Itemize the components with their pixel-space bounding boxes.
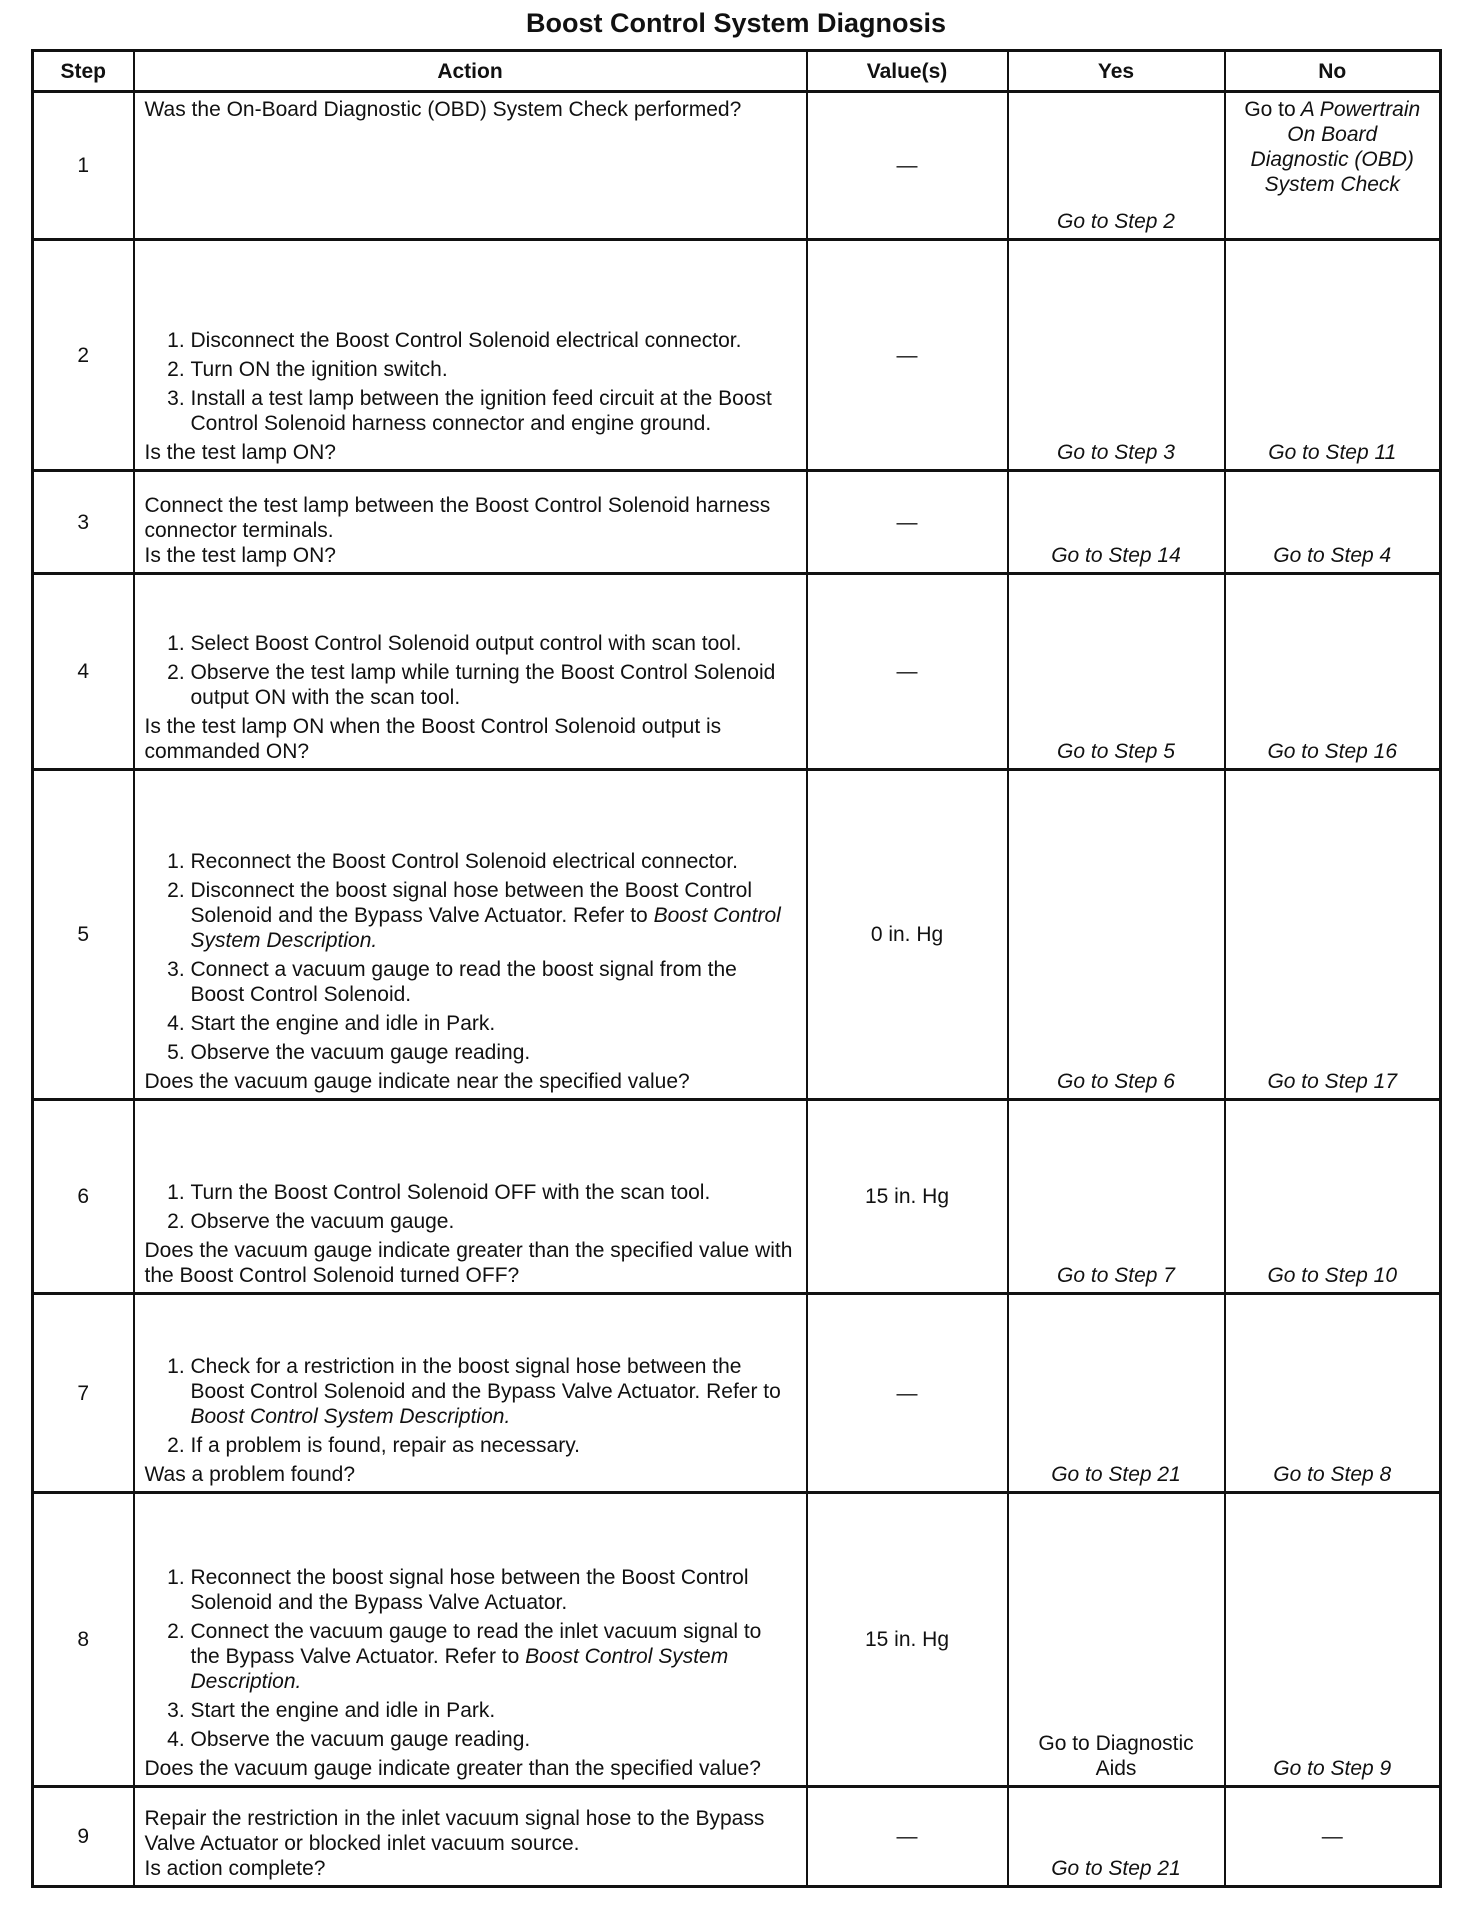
- action-step-text: Connect the vacuum gauge to read the inlet vacuum signal to the Bypass Valve Actuator. Refer to: [190, 1620, 762, 1668]
- table-row: [33, 1100, 1441, 1294]
- no-target: Go to Step 10: [1267, 1264, 1398, 1287]
- no-target: Go to Step 11: [1268, 441, 1397, 464]
- value-cell: 0 in. Hg: [807, 770, 1008, 1100]
- action-question: Is action complete?: [144, 1857, 326, 1880]
- action-steps: [145, 1180, 796, 1234]
- action-steps: [145, 1354, 796, 1458]
- no-cell: [1225, 1787, 1441, 1887]
- action-step: [191, 1433, 796, 1458]
- action-step: [191, 1565, 796, 1615]
- no-cell: [1225, 770, 1441, 1100]
- header-step: Step: [33, 51, 134, 92]
- action-question: Was a problem found?: [144, 1463, 356, 1486]
- action-step: [191, 1011, 796, 1036]
- step-number: 8: [33, 1493, 134, 1787]
- action-cell: [134, 92, 807, 240]
- action-step: [191, 1727, 796, 1752]
- no-target: Go to Step 8: [1273, 1463, 1392, 1486]
- action-step: [191, 1698, 796, 1723]
- header-values: Value(s): [807, 51, 1008, 92]
- yes-cell: Go to Step 6: [1008, 770, 1225, 1100]
- action-step: [191, 660, 796, 710]
- table-row: [33, 1493, 1441, 1787]
- action-step: [191, 1209, 796, 1234]
- action-question: Is the test lamp ON?: [144, 441, 336, 464]
- no-cell: [1225, 1100, 1441, 1294]
- yes-cell: Go to Step 21: [1008, 1294, 1225, 1493]
- no-target: Go to Step 9: [1273, 1757, 1392, 1780]
- value-cell: —: [807, 240, 1008, 471]
- table-row: [33, 1787, 1441, 1887]
- step-number: 3: [33, 471, 134, 574]
- reference-link: Boost Control System Description.: [190, 1645, 729, 1693]
- action-question: Does the vacuum gauge indicate greater than the specified value?: [144, 1757, 761, 1780]
- value-cell: —: [807, 574, 1008, 770]
- action-step: [191, 1040, 796, 1065]
- action-steps: [145, 849, 796, 1065]
- action-step-text: Observe the test lamp while turning the Boost Control Solenoid output ON with the scan tool.: [190, 661, 776, 709]
- value-cell: 15 in. Hg: [807, 1493, 1008, 1787]
- action-step: [191, 386, 796, 436]
- action-step-text: Reconnect the boost signal hose between the Boost Control Solenoid and the Bypass Valve Actuator.: [190, 1566, 749, 1614]
- header-action: Action: [134, 51, 807, 92]
- action-question: Is the test lamp ON when the Boost Control Solenoid output is commanded ON?: [144, 715, 722, 763]
- yes-cell: Go to Step 3: [1008, 240, 1225, 471]
- step-number: 2: [33, 240, 134, 471]
- table-row: [33, 1294, 1441, 1493]
- action-step-text: Start the engine and idle in Park.: [190, 1012, 496, 1035]
- table-row: [33, 770, 1441, 1100]
- yes-cell: Go to Step 5: [1008, 574, 1225, 770]
- action-text: Was the On-Board Diagnostic (OBD) System Check performed?: [144, 98, 742, 121]
- yes-cell: Go to Step 7: [1008, 1100, 1225, 1294]
- value-cell: —: [807, 1294, 1008, 1493]
- no-cell: [1225, 240, 1441, 471]
- no-target: A Powertrain On Board Diagnostic (OBD) System Check: [1250, 98, 1421, 196]
- diagnosis-table: [31, 49, 1442, 1888]
- reference-link: Boost Control System Description.: [190, 904, 781, 952]
- action-step-text: Observe the vacuum gauge.: [190, 1210, 455, 1233]
- step-number: 1: [33, 92, 134, 240]
- table-row: [33, 471, 1441, 574]
- action-step: [191, 1180, 796, 1205]
- header-row: [33, 51, 1441, 92]
- yes-cell: Go to Step 2: [1008, 92, 1225, 240]
- action-text: Connect the test lamp between the Boost Control Solenoid harness connector terminals.: [144, 494, 771, 542]
- action-step-text: Install a test lamp between the ignition feed circuit at the Boost Control Solenoid harness connector and engine ground.: [190, 387, 772, 435]
- action-step-text: Reconnect the Boost Control Solenoid electrical connector.: [190, 850, 738, 873]
- step-number: 5: [33, 770, 134, 1100]
- action-cell: [134, 240, 807, 471]
- no-target: —: [1321, 1825, 1343, 1848]
- header-yes: Yes: [1008, 51, 1225, 92]
- action-step: [191, 357, 796, 382]
- table-row: [33, 574, 1441, 770]
- step-number: 9: [33, 1787, 134, 1887]
- action-cell: [134, 770, 807, 1100]
- no-target: Go to Step 17: [1267, 1070, 1398, 1093]
- action-steps: [145, 1565, 796, 1752]
- action-steps: [145, 328, 796, 436]
- action-step-text: Start the engine and idle in Park.: [190, 1699, 496, 1722]
- no-target: Go to Step 4: [1273, 544, 1392, 567]
- action-cell: [134, 1787, 807, 1887]
- no-prefix: Go to: [1244, 98, 1296, 121]
- value-cell: —: [807, 471, 1008, 574]
- action-step-text: Turn ON the ignition switch.: [190, 358, 448, 381]
- no-cell: [1225, 92, 1441, 240]
- action-question: Is the test lamp ON?: [144, 544, 336, 567]
- header-no: No: [1225, 51, 1441, 92]
- step-number: 7: [33, 1294, 134, 1493]
- no-cell: [1225, 1493, 1441, 1787]
- action-step: [191, 878, 796, 953]
- action-step: [191, 957, 796, 1007]
- action-step-text: Disconnect the Boost Control Solenoid electrical connector.: [190, 329, 742, 352]
- table-row: [33, 240, 1441, 471]
- action-step-text: Observe the vacuum gauge reading.: [190, 1728, 531, 1751]
- action-cell: [134, 1493, 807, 1787]
- action-step: [191, 1619, 796, 1694]
- value-cell: —: [807, 1787, 1008, 1887]
- action-step: [191, 328, 796, 353]
- action-cell: [134, 1100, 807, 1294]
- reference-link: Boost Control System Description.: [190, 1405, 511, 1428]
- no-target: Go to Step 16: [1267, 740, 1398, 763]
- action-step: [191, 631, 796, 656]
- yes-cell: Go to Step 21: [1008, 1787, 1225, 1887]
- action-step-text: Disconnect the boost signal hose between the Boost Control Solenoid and the Bypass Valve Actuator. Refer to: [190, 879, 753, 927]
- action-step-text: Select Boost Control Solenoid output control with scan tool.: [190, 632, 742, 655]
- action-step: [191, 849, 796, 874]
- action-step-text: If a problem is found, repair as necessary.: [190, 1434, 580, 1457]
- value-cell: —: [807, 92, 1008, 240]
- action-step-text: Turn the Boost Control Solenoid OFF with the scan tool.: [190, 1181, 711, 1204]
- step-number: 4: [33, 574, 134, 770]
- yes-cell: Go to Diagnostic Aids: [1008, 1493, 1225, 1787]
- action-step-text: Connect a vacuum gauge to read the boost signal from the Boost Control Solenoid.: [190, 958, 737, 1006]
- action-cell: [134, 574, 807, 770]
- no-cell: [1225, 574, 1441, 770]
- no-cell: [1225, 471, 1441, 574]
- action-steps: [145, 631, 796, 710]
- page-title: Boost Control System Diagnosis: [525, 8, 947, 38]
- step-number: 6: [33, 1100, 134, 1294]
- action-step: [191, 1354, 796, 1429]
- action-cell: [134, 1294, 807, 1493]
- action-step-text: Observe the vacuum gauge reading.: [190, 1041, 531, 1064]
- yes-cell: Go to Step 14: [1008, 471, 1225, 574]
- action-question: Does the vacuum gauge indicate near the specified value?: [144, 1070, 690, 1093]
- action-text: Repair the restriction in the inlet vacuum signal hose to the Bypass Valve Actuator or blocked inlet vacuum source.: [144, 1807, 765, 1855]
- action-question: Does the vacuum gauge indicate greater than the specified value with the Boost Control Solenoid turned OFF?: [144, 1239, 793, 1287]
- no-cell: [1225, 1294, 1441, 1493]
- table-row: [33, 92, 1441, 240]
- value-cell: 15 in. Hg: [807, 1100, 1008, 1294]
- action-step-text: Check for a restriction in the boost signal hose between the Boost Control Solenoid and the Bypass Valve Actuator. Refer to: [190, 1355, 781, 1403]
- action-cell: [134, 471, 807, 574]
